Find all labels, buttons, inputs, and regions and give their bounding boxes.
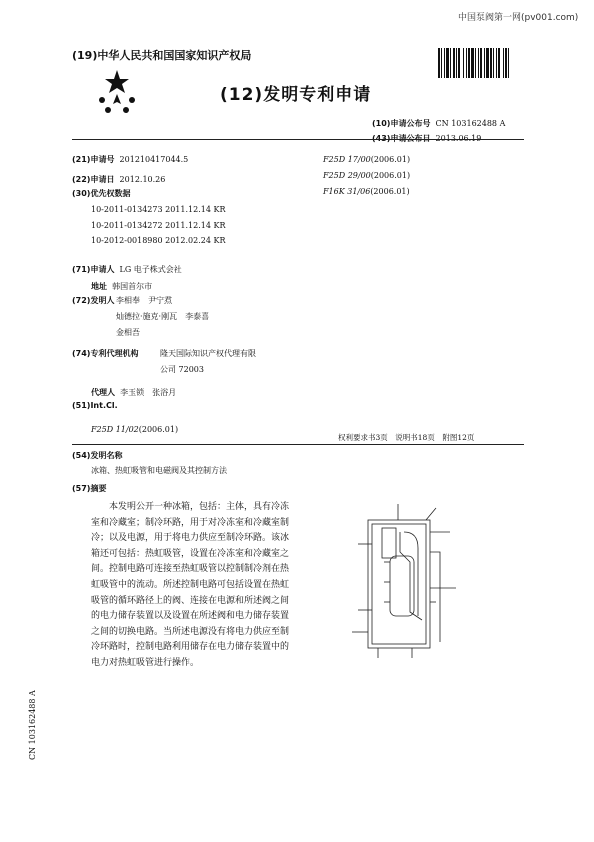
inventor-label: (72)发明人 [72,296,115,305]
publication-number-label: (10)申请公布号 [372,119,431,128]
agent [91,380,176,399]
address-value: 韩国首尔市 [112,282,153,291]
agency-label: (74)专利代理机构 [72,349,139,358]
classification-code: F25D 29/00 [323,171,371,180]
classification-date: (2006.01) [370,171,411,180]
address [91,274,152,293]
intcl-entry [91,417,178,436]
classification-date: (2006.01) [370,155,411,164]
agent-label: 代理人 [91,388,115,397]
priority-number: 10-2012-0018980 [91,236,163,245]
agent-value: 李玉锁 张浴月 [120,388,177,397]
classification-code: F16K 31/06 [323,187,371,196]
watermark-text: 中国泵阀第一网(pv001.com) [458,13,579,23]
applicant-label: (71)申请人 [72,265,115,274]
barcode [438,48,536,82]
application-date-value: 2012.10.26 [119,175,166,184]
inventor-line: 金相吾 [116,328,140,337]
priority-number: 10-2011-0134272 [91,221,163,230]
priority-date: 2011.12.14 [165,221,211,230]
priority-country: KR [213,236,226,245]
publication-date-value: 2013.06.19 [435,134,482,143]
agency-line: 隆天国际知识产权代理有限 [160,349,256,358]
invention-name-label: (54)发明名称 [72,451,123,460]
publication-date-label: (43)申请公布日 [372,134,431,143]
classification-date: (2006.01) [370,187,410,196]
inventor-line: 李相奉 尹宁焄 [116,296,172,305]
priority-date: 2012.02.24 [165,236,211,245]
applicant-value: LG 电子株式会社 [119,265,182,274]
side-publication-number: CN 103162488 A [28,690,37,760]
application-date-label: (22)申请日 [72,175,115,184]
intcl-label: (51)Int.Cl. [72,401,118,410]
cnipa-emblem [92,68,142,120]
classification-entry [323,179,410,198]
priority-country: KR [213,205,226,214]
application-number [72,147,188,166]
application-number-value: 201210417044.5 [119,155,189,164]
refrigerator-figure [338,492,478,666]
priority-label: (30)优先权数据 [72,189,131,198]
application-date [72,167,165,186]
section-rule [72,444,524,445]
agency-line: 公司 72003 [160,365,204,374]
intcl-date: (2006.01) [138,425,179,434]
application-number-label: (21)申请号 [72,155,115,164]
abstract-label: (57)摘要 [72,484,107,493]
issuing-office: (19)中华人民共和国国家知识产权局 [72,49,252,62]
priority-date: 2011.12.14 [165,205,211,214]
priority-entry [91,221,225,230]
publication-date [372,126,481,145]
address-label: 地址 [91,282,107,291]
publication-number-value: CN 103162488 A [435,119,506,128]
document-title: (12)发明专利申请 [220,85,372,105]
abstract-text: 本发明公开一种冰箱，包括：主体，具有冷冻室和冷藏室；制冷环路，用于对冷冻室和冷藏室制冷；以及电源，用于将电力供应至制冷环路。该冰箱还可包括：热虹吸管，设置在冷冻室和冷藏室之间。控制电路可连接至热虹吸管以控制制冷剂在热虹吸管中的流动。所述控制电路可包括设置在热虹吸管的循环路径上的阀、连接在电源和所述阀之间的电力储存装置以及设置在所述阀和电力储存装置之间的切换电路。当所述电源没有将电力供应至制冷环路时，控制电路利用储存在电力储存装置中的电力对热虹吸管进行操作。 [91,502,290,668]
invention-name: 冰箱、热虹吸管和电磁阀及其控制方法 [91,466,227,475]
header-rule [72,139,524,140]
classification-code: F25D 17/00 [323,155,371,164]
priority-entry [91,236,225,245]
pages-summary: 权利要求书3页 说明书18页 附图12页 [338,433,475,442]
priority-entry [91,205,225,214]
priority-number: 10-2011-0134273 [91,205,163,214]
priority-country: KR [213,221,226,230]
inventor-line: 灿德拉·施克·刚瓦 李泰喜 [116,312,210,321]
intcl-code: F25D 11/02 [91,425,139,434]
